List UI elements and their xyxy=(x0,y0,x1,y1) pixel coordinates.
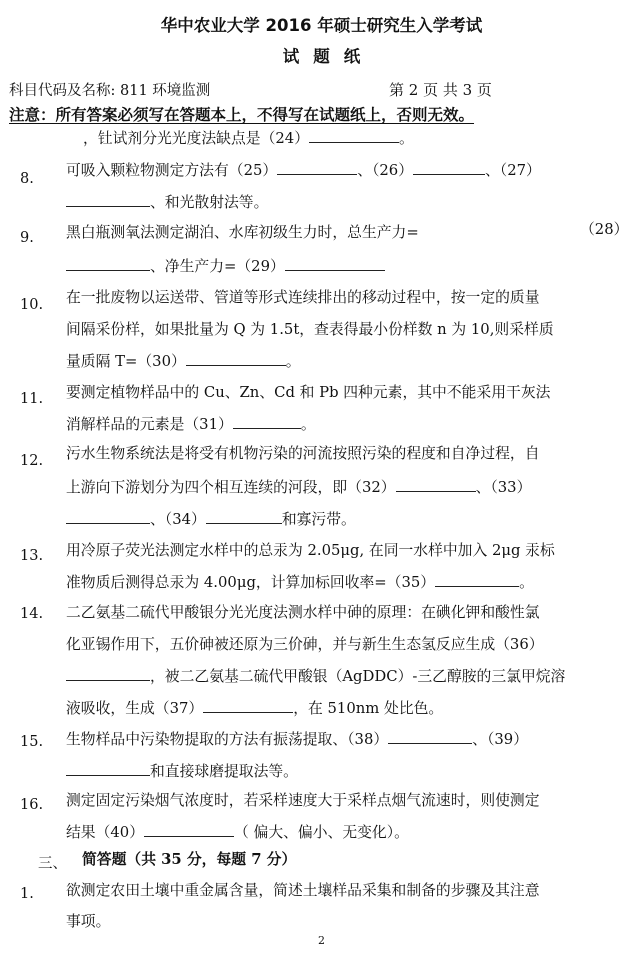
answer-blank xyxy=(186,351,286,366)
question-line: 、和光散射法等。 xyxy=(66,192,268,213)
question-line: 黑白瓶测氧法测定湖泊、水库初级生力时，总生产力= xyxy=(66,224,419,241)
answer-blank xyxy=(206,509,282,524)
question-line: 生物样品中污染物提取的方法有振荡提取、（38） 、（39） xyxy=(66,731,528,748)
answer-blank xyxy=(66,666,150,681)
question-number: 9. xyxy=(20,230,34,246)
question-number: 15. xyxy=(20,734,44,750)
paper-subtitle: 试题纸 xyxy=(282,47,375,66)
question-number: 11. xyxy=(20,391,44,407)
question-line: 消解样品的元素是（31） 。 xyxy=(66,416,316,433)
answer-blank xyxy=(233,414,301,429)
blank-number: （28） xyxy=(580,221,629,238)
question-line: 、净生产力=（29） xyxy=(66,256,385,277)
answer-blank xyxy=(413,160,485,175)
question-line: 欲测定农田土壤中重金属含量，简述土壤样品采集和制备的步骤及其注意 xyxy=(66,882,540,899)
question-number: 14. xyxy=(20,606,44,622)
question-line: 二乙氨基二硫代甲酸银分光光度法测水样中砷的原理：在碘化钾和酸性氯 xyxy=(66,604,540,621)
question-line: 、（34） 和寡污带。 xyxy=(66,509,356,530)
section-number: 三、 xyxy=(38,856,67,872)
question-line: 准物质后测得总汞为 4.00μg，计算加标回收率=（35） 。 xyxy=(66,574,534,591)
answer-blank xyxy=(144,822,234,837)
question-number: 10. xyxy=(20,297,44,313)
answer-blank xyxy=(435,572,519,587)
question-line: 事项。 xyxy=(66,913,111,930)
answer-blank xyxy=(309,128,399,143)
question-line: 上游向下游划分为四个相互连续的河段，即（32） 、（33） xyxy=(66,479,532,496)
question-line: 用冷原子荧光法测定水样中的总汞为 2.05μg, 在同一水样中加入 2μg 汞标 xyxy=(66,542,555,559)
answer-blank xyxy=(285,256,385,271)
question-line: 污水生物系统法是将受有机物污染的河流按照污染的程度和自净过程，自 xyxy=(66,445,540,462)
exam-title: 华中农业大学 2016 年硕士研究生入学考试 xyxy=(160,16,483,35)
question-line: 间隔采份样，如果批量为 Q 为 1.5t，查表得最小份样数 n 为 10,则采样质 xyxy=(66,321,554,338)
question-line: 和直接球磨提取法等。 xyxy=(66,761,298,782)
page-info: 第 2 页 共 3 页 xyxy=(389,81,492,99)
question-line: 结果（40） （ 偏大、偏小、无变化）。 xyxy=(66,824,409,841)
answer-blank xyxy=(66,192,150,207)
question-line: ，被二乙氨基二硫代甲酸银（AgDDC）-三乙醇胺的三氯甲烷溶 xyxy=(66,666,565,687)
question-line: 可吸入颗粒物测定方法有（25） 、（26） 、（27） xyxy=(66,162,541,179)
answer-blank xyxy=(396,477,476,492)
page-number: 2 xyxy=(318,934,325,947)
answer-blank xyxy=(203,698,293,713)
question-line: 要测定植物样品中的 Cu、Zn、Cd 和 Pb 四种元素，其中不能采用干灰法 xyxy=(66,384,551,401)
answer-blank xyxy=(66,509,150,524)
question-line: 量质隔 T=（30） 。 xyxy=(66,353,301,370)
question-number: 12. xyxy=(20,453,44,469)
section-heading: 简答题（共 35 分，每题 7 分） xyxy=(82,851,297,868)
answer-blank xyxy=(66,761,150,776)
question-number: 8. xyxy=(20,171,34,187)
answer-blank xyxy=(277,160,357,175)
question-line: ，钍试剂分光光度法缺点是（24） 。 xyxy=(83,130,414,147)
subject-code: 科目代码及名称: 811 环境监测 xyxy=(9,83,211,99)
notice: 注意：所有答案必须写在答题本上，不得写在试题纸上，否则无效。 xyxy=(9,105,475,124)
question-number: 13. xyxy=(20,548,44,564)
question-line: 液吸收，生成（37） ，在 510nm 处比色。 xyxy=(66,700,444,717)
question-number: 1. xyxy=(20,886,34,902)
question-line: 在一批废物以运送带、管道等形式连续排出的移动过程中，按一定的质量 xyxy=(66,289,540,306)
answer-blank xyxy=(66,256,150,271)
answer-blank xyxy=(388,729,472,744)
question-line: 测定固定污染烟气浓度时，若采样速度大于采样点烟气流速时，则使测定 xyxy=(66,792,540,809)
question-line: 化亚锡作用下，五价砷被还原为三价砷，并与新生生态氢反应生成（36） xyxy=(66,636,544,653)
question-number: 16. xyxy=(20,797,44,813)
